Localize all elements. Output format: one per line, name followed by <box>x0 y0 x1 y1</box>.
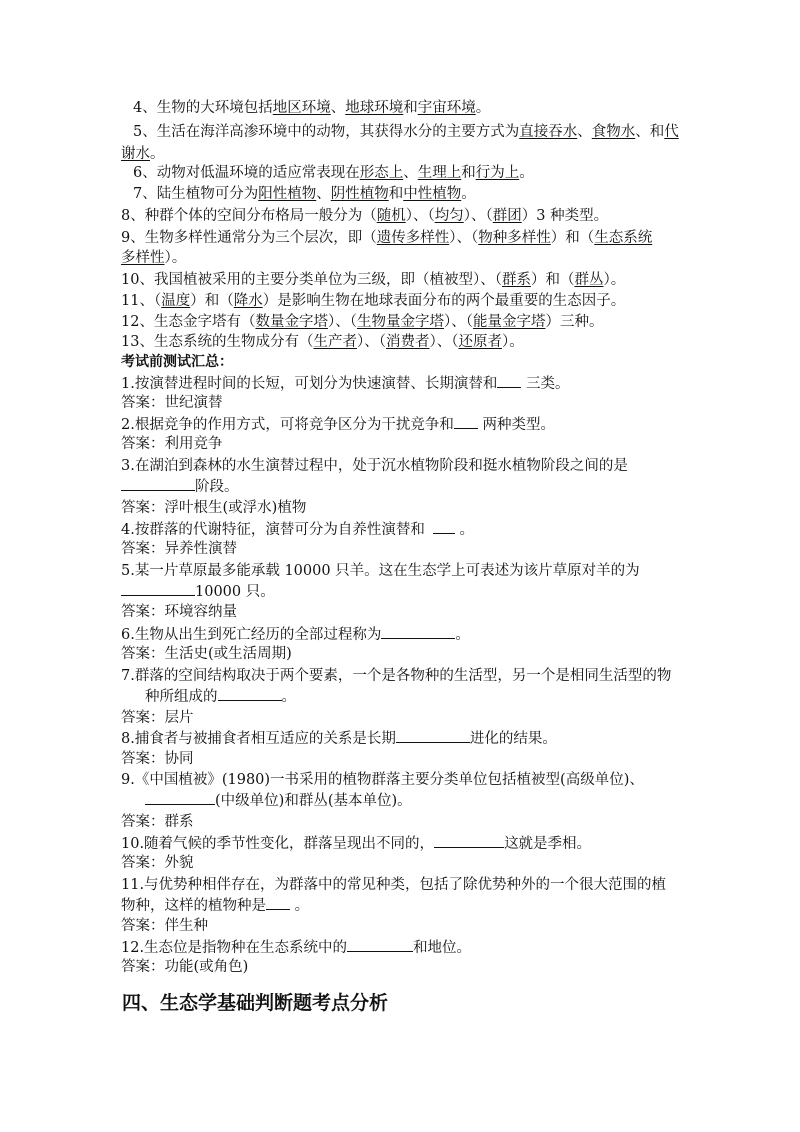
text: 4.按群落的代谢特征，演替可分为自养性演替和 <box>121 522 425 538</box>
question-3 <box>121 456 628 476</box>
question-5-cont <box>121 581 275 602</box>
blank <box>218 686 282 701</box>
question-7 <box>121 666 671 686</box>
answer-underline: 能量金字塔 <box>472 314 546 330</box>
answer-11: 答案：伴生种 <box>121 918 208 934</box>
question-1 <box>121 373 569 394</box>
answer-underline: 中性植物 <box>403 186 462 202</box>
text: 和 <box>461 165 476 181</box>
answer-underline: 生理上 <box>417 165 462 181</box>
answer-underline: 生态系统 <box>594 230 653 246</box>
text: 7、陆生植物可分为 <box>133 186 259 202</box>
text: 。 <box>461 186 476 202</box>
text: 10.随着气候的季节性变化，群落呈现出不同的， <box>121 836 435 852</box>
question-9-cont <box>145 790 412 811</box>
section-heading: 四、生态学基础判断题考点分析 <box>122 992 389 1014</box>
text: 7.群落的空间结构取决于两个要素，一个是各物种的生活型，另一个是相同生活型的物 <box>121 668 672 684</box>
text: 5、生活在海洋高渗环境中的动物，其获得水分的主要方式为 <box>133 124 520 140</box>
answer-underline: 多样性 <box>121 250 165 266</box>
question-2 <box>121 414 555 435</box>
question-5 <box>121 561 640 581</box>
answer-underline: 遗传多样性 <box>376 230 450 246</box>
text: ）。 <box>164 250 187 266</box>
answer-underline: 代 <box>664 124 679 140</box>
text: 11、（ <box>121 293 162 309</box>
text: 11.与优势种相伴存在，为群落中的常见种类，包括了除优势种外的一个很大范围的植 <box>121 877 667 893</box>
text: 1.按演替进程时间的长短，可划分为快速演替、长期演替和 <box>121 376 498 392</box>
answer-underline: 群团 <box>492 208 522 224</box>
text: 。 <box>290 898 310 914</box>
text: 、 <box>577 124 592 140</box>
text: ）、（ <box>449 230 479 246</box>
text: 。 <box>475 100 491 116</box>
text: 两种类型。 <box>477 417 555 433</box>
answer-6: 答案：生活史(或生活周期) <box>121 646 292 662</box>
question-10 <box>121 833 591 854</box>
fill-item-5-cont <box>121 144 165 164</box>
answer-underline: 形态上 <box>359 165 404 181</box>
text: ）、（ <box>405 208 435 224</box>
text: 5.某一片草原最多能承载 10000 只羊。这在生态学上可表述为该片草原对羊的为 <box>121 563 640 579</box>
text: 。 <box>150 146 165 162</box>
text: 进化的结果。 <box>469 731 557 747</box>
text: 、和 <box>635 124 665 140</box>
answer-2: 答案：利用竞争 <box>121 436 223 452</box>
answer-9: 答案：群系 <box>121 814 194 830</box>
answer-7: 答案：层片 <box>121 710 194 726</box>
text: ）、（ <box>463 208 493 224</box>
text: 9、生物多样性通常分为三个层次，即（ <box>121 230 377 246</box>
fill-item-12 <box>121 312 603 332</box>
answer-underline: 阴性植物 <box>330 186 389 202</box>
fill-item-11 <box>121 291 625 311</box>
text: ）是影响生物在地球表面分布的两个最重要的生态因子。 <box>262 293 626 309</box>
blank <box>121 476 195 491</box>
fill-item-13 <box>121 332 524 352</box>
blank <box>396 728 470 743</box>
question-11 <box>121 875 666 895</box>
question-8 <box>121 728 557 749</box>
question-11-cont <box>121 895 309 916</box>
blank <box>145 790 215 805</box>
question-6 <box>121 624 470 645</box>
fill-item-9-cont <box>121 248 186 268</box>
text: 物种，这样的植物种是 <box>121 898 266 914</box>
answer-underline: 宇宙环境 <box>417 100 476 116</box>
text: 6、动物对低温环境的适应常表现在 <box>133 165 360 181</box>
answer-underline: 谢水 <box>121 146 150 162</box>
fill-item-8 <box>121 206 608 226</box>
blank <box>347 937 413 952</box>
text: 这就是季相。 <box>504 836 592 852</box>
text: 。 <box>281 689 296 705</box>
answer-1: 答案：世纪演替 <box>121 395 223 411</box>
answer-underline: 生产者 <box>313 334 357 350</box>
text: 、 <box>403 165 418 181</box>
text: 2.根据竞争的作用方式，可将竞争区分为干扰竞争和 <box>121 417 454 433</box>
answer-underline: 直接吞水 <box>519 124 578 140</box>
text: 阶段。 <box>195 479 239 495</box>
text: 和 <box>388 186 404 202</box>
answer-underline: 数量金字塔 <box>255 314 328 330</box>
text: ）三种。 <box>545 314 604 330</box>
fill-item-7 <box>133 184 476 204</box>
blank <box>433 519 455 534</box>
text: 。 <box>519 165 534 181</box>
text: ）和（ <box>530 272 575 288</box>
answer-underline: 群系 <box>501 272 531 288</box>
blank <box>434 833 504 848</box>
answer-underline: 地球环境 <box>345 100 404 116</box>
text: 4、生物的大环境包括 <box>133 100 273 116</box>
question-12 <box>121 937 471 958</box>
answer-5: 答案：环境容纳量 <box>121 604 237 620</box>
text: 12、生态金字塔有（ <box>121 314 256 330</box>
answer-underline: 随机 <box>376 208 406 224</box>
text: 12.生态位是指物种在生态系统中的 <box>121 940 348 956</box>
question-4 <box>121 519 474 540</box>
section-title: 考试前测试汇总： <box>121 354 233 370</box>
blank <box>121 581 195 596</box>
text: 种所组成的 <box>145 689 218 705</box>
blank <box>497 373 521 388</box>
question-9 <box>121 770 644 790</box>
text: ）和（ <box>190 293 234 309</box>
answer-underline: 温度 <box>161 293 191 309</box>
answer-underline: 行为上 <box>475 165 520 181</box>
text: ）、（ <box>429 334 459 350</box>
answer-8: 答案：协同 <box>121 751 194 767</box>
answer-12: 答案：功能(或角色) <box>121 959 249 975</box>
text: 10000 只。 <box>195 584 275 600</box>
text: ）、（ <box>356 334 386 350</box>
answer-underline: 食物水 <box>591 124 636 140</box>
answer-4: 答案：异养性演替 <box>121 541 237 557</box>
text: ）3 种类型。 <box>521 208 609 224</box>
fill-item-6 <box>133 163 534 183</box>
answer-underline: 地区环境 <box>272 100 331 116</box>
answer-underline: 还原者 <box>458 334 502 350</box>
text: ）、（ <box>327 314 357 330</box>
text: 、 <box>316 186 331 202</box>
text: 和地位。 <box>413 940 472 956</box>
text: 和 <box>403 100 418 116</box>
text: 。 <box>454 522 474 538</box>
text: 。 <box>455 627 470 643</box>
answer-10: 答案：外貌 <box>121 855 194 871</box>
text: ）和（ <box>550 230 595 246</box>
answer-3: 答案：浮叶根生(或浮水)植物 <box>121 500 307 516</box>
answer-underline: 群丛 <box>574 272 604 288</box>
answer-underline: 降水 <box>233 293 263 309</box>
answer-underline: 均匀 <box>434 208 464 224</box>
answer-underline: 阳性植物 <box>258 186 317 202</box>
blank <box>454 414 478 429</box>
text: 8、种群个体的空间分布格局一般分为（ <box>121 208 377 224</box>
question-3-cont <box>121 476 239 497</box>
text: ）。 <box>501 334 524 350</box>
text: 9.《中国植被》(1980)一书采用的植物群落主要分类单位包括植被型(高级单位)、 <box>121 772 644 788</box>
text: 13、生态系统的生物成分有（ <box>121 334 314 350</box>
fill-item-5 <box>133 122 679 142</box>
fill-item-4 <box>133 98 490 118</box>
answer-underline: 生物量金字塔 <box>356 314 444 330</box>
text: 10、我国植被采用的主要分类单位为三级，即（植被型）、（ <box>121 272 502 288</box>
question-7-cont <box>145 686 296 707</box>
text: ）。 <box>603 272 626 288</box>
text: 3.在湖泊到森林的水生演替过程中，处于沉水植物阶段和挺水植物阶段之间的是 <box>121 458 628 474</box>
text: (中级单位)和群丛(基本单位)。 <box>215 793 412 809</box>
text: 、 <box>330 100 346 116</box>
blank <box>381 624 455 639</box>
text: 三类。 <box>521 376 570 392</box>
answer-underline: 物种多样性 <box>478 230 551 246</box>
text: 6.生物从出生到死亡经历的全部过程称为 <box>121 627 382 643</box>
text: 8.捕食者与被捕食者相互适应的关系是长期 <box>121 731 396 747</box>
fill-item-9 <box>121 228 652 248</box>
answer-underline: 消费者 <box>385 334 430 350</box>
text: ）、（ <box>443 314 473 330</box>
fill-item-10 <box>121 270 625 290</box>
blank <box>266 895 290 910</box>
